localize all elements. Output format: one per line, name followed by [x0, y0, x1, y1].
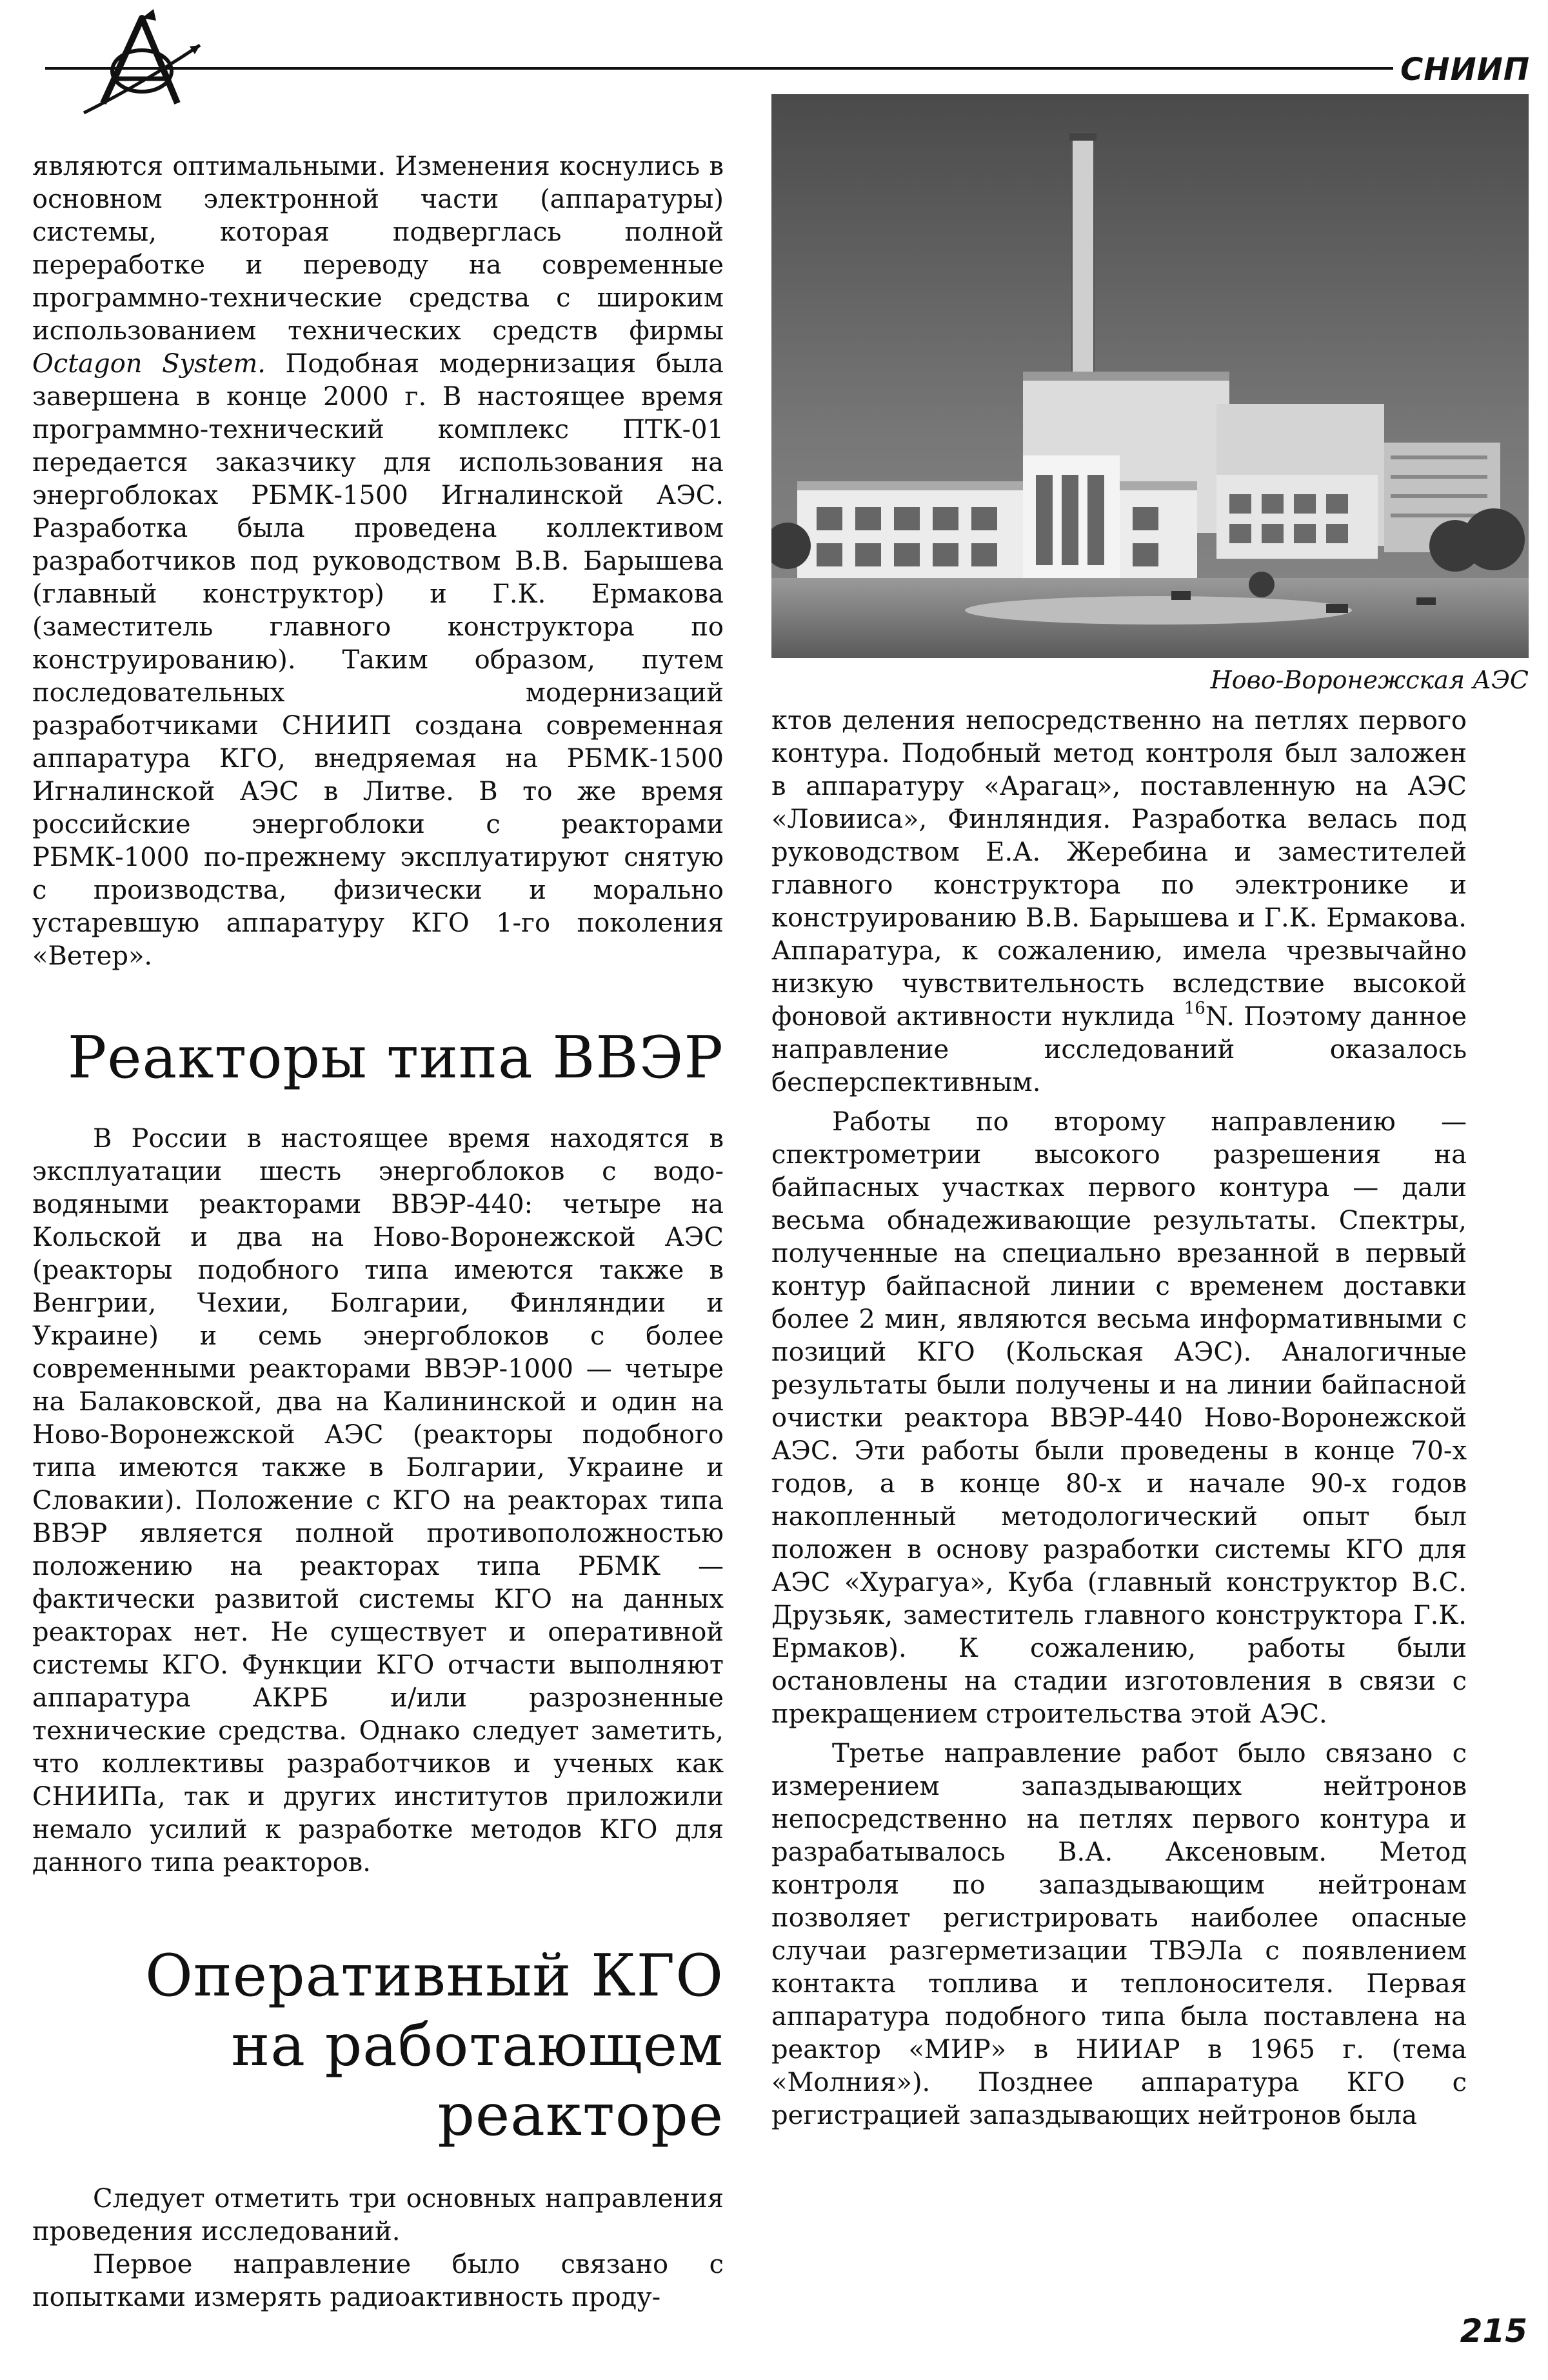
institute-logo-icon — [45, 6, 226, 129]
page-number: 215 — [1460, 2312, 1527, 2350]
paragraph-intro-rest: Подобная модернизация была завершена в конце 2000 г. В настоящее время программно-технический комплекс ПТК-01 передается заказчику для использования на энергоблоках РБМК-1500 Игналинской АЭС. Разработка была проведена коллективом разработчиков под руководством В.В. Барышева (главный конструктор) и Г.К. Ермакова (заместитель главного конструктора по конструированию). Таким образом, путем последовательных модернизаций разработчиками СНИИП создана современная аппаратура КГО, внедряемая на РБМК-1500 Игналинской АЭС в Литве. В то же время российские энергоблоки с реакторами РБМК-1000 по-прежнему эксплуатируют снятую с производства, физически и морально устаревшую аппаратуру КГО 1-го поколения «Ветер». — [32, 349, 724, 971]
paragraph-second-direction: Работы по второму направлению — спектрометрии высокого разрешения на байпасных участках первого контура — дали весьма обнадеживающие результаты. Спектры, полученные на специально врезанной в первый контур байпасной линии с временем доставки более 2 мин, являются весьма информативными с позиций КГО (Кольская АЭС). Аналогичные результаты были получены и на линии байпасной очистки реактора ВВЭР-440 Ново-Воронежской АЭС. Эти работы были проведены в конце 70-х годов, а в конце 80-х и начале 90-х годов накопленный методологический опыт был положен в основу разработки системы КГО для АЭС «Хурагуа», Куба (главный конструктор В.С. Друзьяк, заместитель главного конструктора Г.К. Ермаков). К сожалению, работы были остановлены на стадии изготовления в связи с прекращением строительства этой АЭС. — [771, 1107, 1467, 1729]
paragraph-first-direction: Первое направление было связано с попытками измерять радиоактивность проду- — [32, 2250, 724, 2312]
section-heading-operational-kgo — [32, 1941, 724, 2150]
continuation-text: ктов деления непосредственно на петлях первого контура. Подобный метод контроля был заложен в аппаратуру «Арагац», поставленную на АЭС «Ловииса», Финляндия. Разработка велась под руководством Е.А. Жеребина и заместителей главного конструктора по электронике и конструированию В.В. Барышева и Г.К. Ермакова. Аппаратура, к сожалению, имела чрезвычайно низкую чувствительность вследствие высокой фоновой активности нуклида — [771, 706, 1467, 1032]
heading-line-1: Оперативный КГО — [145, 1942, 724, 2010]
nuclide-symbol: N. — [1205, 1002, 1235, 1032]
left-column — [32, 150, 724, 2314]
paragraph-intro-text: являются оптимальными. Изменения коснулись в основном электронной части (аппаратуры) системы, которая подверглась полной переработке и переводу на современные программно-технические средства с широким использованием технических средств фирмы — [32, 152, 724, 346]
running-head: СНИИП — [1400, 52, 1530, 88]
nuclide-mass-number: 16 — [1184, 998, 1206, 1018]
header-rule — [226, 67, 1393, 70]
paragraph-third-direction: Третье направление работ было связано с измерением запаздывающих нейтронов непосредственно на петлях первого контура и разрабатывалось В.А. Аксеновым. Метод контроля по запаздывающим нейтронам позволяет регистрировать наиболее опасные случаи разгерметизации ТВЭЛа с появлением контакта топлива и теплоносителя. Первая аппаратура подобного типа была поставлена на реактор «МИР» в НИИАР в 1965 г. (тема «Молния»). Позднее аппаратура КГО с регистрацией запаздывающих нейтронов была — [771, 1739, 1467, 2130]
continuation-text-end: Поэтому данное направление исследований оказалось бесперспективным. — [771, 1002, 1467, 1097]
paragraph-intro — [32, 150, 724, 973]
company-name: Octagon System. — [32, 349, 266, 379]
right-column — [771, 705, 1467, 2132]
paragraph-vver: В России в настоящее время находятся в эксплуатации шесть энергоблоков с водо-водяными реакторами ВВЭР-440: четыре на Кольской и два на Ново-Воронежской АЭС (реакторы подобного типа имеются также в Венгрии, Чехии, Болгарии, Финляндии и Украине) и семь энергоблоков с более современными реакторами ВВЭР-1000 — четыре на Балаковской, два на Калининской и один на Ново-Воронежской АЭС (реакторы подобного типа имеются также в Болгарии, Украине и Словакии). Положение с КГО на реакторах типа ВВЭР является полной противоположностью положению на реакторах типа РБМК — фактически развитой системы КГО на данных реакторах нет. Не существует и оперативной системы КГО. Функции КГО отчасти выполняют аппаратура АКРБ и/или разрозненные технические средства. Однако следует заметить, что коллективы разработчиков и ученых как СНИИПа, так и других институтов приложили немало усилий к разработке методов КГО для данного типа реакторов. — [32, 1124, 724, 1877]
section-heading-vver: Реакторы типа ВВЭР — [67, 1024, 724, 1092]
paragraph-continuation — [771, 705, 1467, 1099]
power-plant-photo — [771, 94, 1529, 658]
photo-caption: Ново-Воронежская АЭС — [1210, 666, 1529, 694]
paragraph-three-directions: Следует отметить три основных направления проведения исследований. — [32, 2184, 724, 2246]
heading-line-2: на работающем реакторе — [231, 2012, 724, 2149]
power-plant-illustration — [771, 94, 1529, 658]
